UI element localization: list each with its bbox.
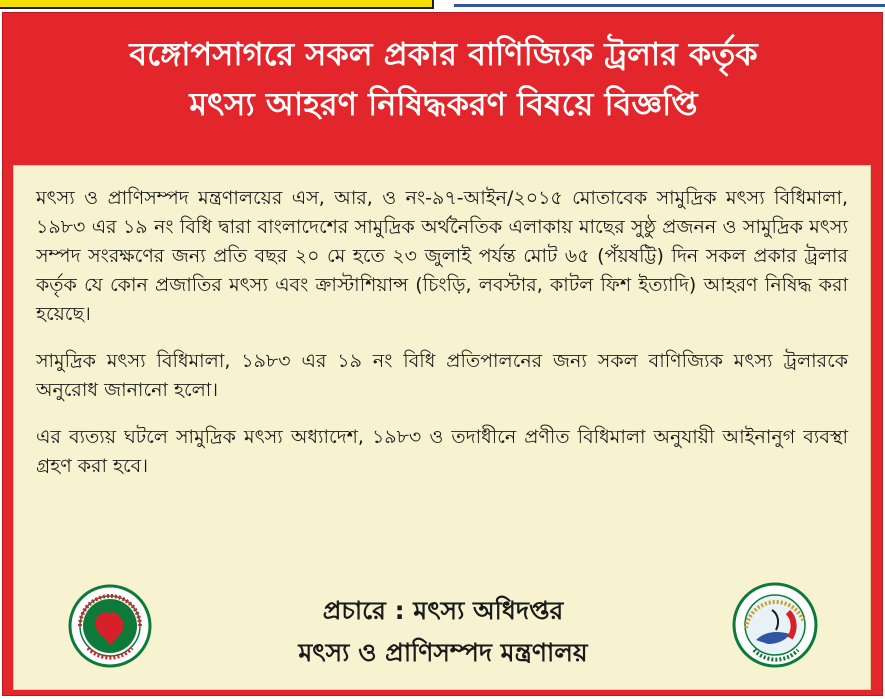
- footer-line-2: মৎস্য ও প্রাণিসম্পদ মন্ত্রণালয়: [298, 638, 588, 667]
- body-paragraph-3: এর ব্যত্যয় ঘটলে সামুদ্রিক মৎস্য অধ্যাদেশ, ১৯৮৩ ও তদাধীনে প্রণীত বিধিমালা অনুযায়ী আইনানুগ ব্যবস্থা গ্রহণ করা হবে।: [36, 426, 848, 477]
- heading-line-1: বঙ্গোপসাগরে সকল প্রকার বাণিজ্যিক ট্রলার কর্তৃক: [129, 35, 758, 73]
- body-paragraph-1: মৎস্য ও প্রাণিসম্পদ মন্ত্রণালয়ের এস, আর, ও নং-৯৭-আইন/২০১৫ মোতাবেক সামুদ্রিক মৎস্য বিধিমালা, ১৯৮৩ এর ১৯ নং বিধি দ্বারা বাংলাদেশের সামুদ্রিক অর্থনৈতিক এলাকায় মাছের সুষ্ঠু প্রজনন ও সামুদ্রিক মৎস্য সম্পদ সংরক্ষণের জন্য প্রতি বছর ২০ মে হতে ২৩ জুলাই পর্যন্ত মোট ৬৫ (পঁয়ষট্টি) দিন সকল প্রকার ট্রলার কর্তৃক যে কোন প্রজাতির মৎস্য এবং ক্রাস্টাশিয়ান্স (চিংড়ি, লবস্টার, কাটল ফিশ ইত্যাদি) আহরণ নিষিদ্ধ করা হয়েছে।: [36, 187, 848, 325]
- top-left-yellow-box: [0, 0, 434, 9]
- notice-footer: [14, 590, 872, 674]
- footer-line-1: প্রচারে : মৎস্য অধিদপ্তর: [322, 596, 564, 625]
- body-paragraph-2: সামুদ্রিক মৎস্য বিধিমালা, ১৯৮৩ এর ১৯ নং বিধি প্রতিপালনের জন্য সকল বাণিজ্যিক মৎস্য ট্রলারকে অনুরোধ জানানো হলো।: [36, 350, 848, 401]
- notice-frame: [2, 12, 883, 696]
- notice-heading: [3, 29, 884, 129]
- notice-body: [36, 184, 848, 499]
- notice-panel: [13, 165, 871, 690]
- top-right-blue-line: [454, 4, 885, 7]
- heading-line-2: মৎস্য আহরণ নিষিদ্ধকরণ বিষয়ে বিজ্ঞপ্তি: [189, 85, 698, 123]
